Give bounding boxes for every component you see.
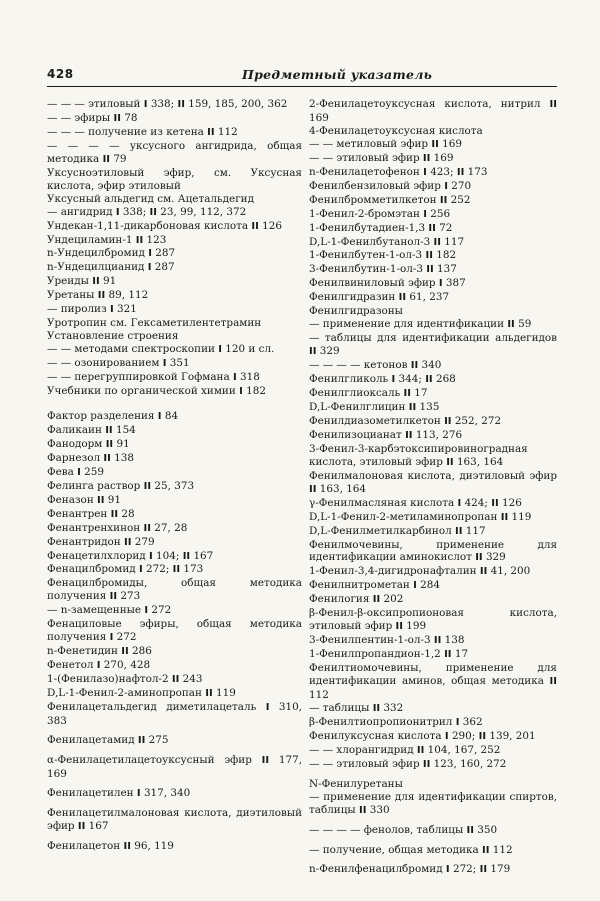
index-entry: 1-Фенил-2-бромэтан I 256 xyxy=(309,207,451,220)
index-column-left xyxy=(47,98,302,854)
index-entry: Фенилмалоновая кислота, диэтиловый эфир II 163, 164 xyxy=(309,469,557,495)
index-entry: Фенилдиазометилкетон II 252, 272 xyxy=(309,414,502,427)
index-entry: D,L-1-Фенилбутанол-3 II 117 xyxy=(309,235,465,248)
page-header xyxy=(47,66,557,87)
index-entry: 1-Фенилпропандион-1,2 II 17 xyxy=(309,648,469,661)
index-entry: Фенилтиомочевины, применение для идентификации аминов, общая методика II 112 xyxy=(309,662,557,701)
index-entry: Фенилбромметилкетон II 252 xyxy=(309,193,471,206)
index-entry: n-Ундецилцианид I 287 xyxy=(47,261,175,274)
index-entry: — — методами спектроскопии I 120 и сл. xyxy=(47,343,275,356)
index-entry: D,L-1-Фенил-2-аминопропан II 119 xyxy=(47,687,236,700)
index-entry: Ундекан-1,11-дикарбоновая кислота II 126 xyxy=(47,219,282,232)
index-entry: — пиролиз I 321 xyxy=(47,303,137,316)
index-entry: D,L-Фенилглицин II 135 xyxy=(309,400,440,413)
index-entry: Фенацетилхлорид I 104; II 167 xyxy=(47,549,214,562)
index-entry: Фенилмочевины, применение для идентификации аминокислот II 329 xyxy=(309,538,557,564)
index-entry: — получение, общая методика II 112 xyxy=(309,843,513,856)
index-entry: Феназон II 91 xyxy=(47,493,122,506)
index-entry: — ангидрид I 338; II 23, 99, 112, 372 xyxy=(47,205,247,218)
index-entry: D,L-Фенилметилкарбинол II 117 xyxy=(309,524,486,537)
page-number: 428 xyxy=(47,67,74,81)
index-entry: 3-Фенилпентин-1-ол-3 II 138 xyxy=(309,634,465,647)
index-entry: — — хлорангидрид II 104, 167, 252 xyxy=(309,743,501,756)
index-entry: 3-Фенилбутин-1-ол-3 II 137 xyxy=(309,263,457,276)
index-entry: Фенилацетилмалоновая кислота, диэтиловый эфир II 167 xyxy=(47,806,302,832)
index-entry: — — озонированием I 351 xyxy=(47,357,190,370)
index-entry: Фенилизоцианат II 113, 276 xyxy=(309,428,463,441)
index-entry: Фактор разделения I 84 xyxy=(47,409,179,422)
index-entry: Фева I 259 xyxy=(47,465,104,478)
index-entry: — — метиловый эфир II 169 xyxy=(309,137,462,150)
index-entry: 3-Фенил-3-карбэтоксипировиноградная кислота, этиловый эфир II 163, 164 xyxy=(309,442,528,468)
index-entry: 1-(Фенилазо)нафтол-2 II 243 xyxy=(47,673,203,686)
index-entry: Фенилглиоксаль II 17 xyxy=(309,387,428,400)
index-entry: 1-Фенилбутен-1-ол-3 II 182 xyxy=(309,249,457,262)
index-entry: 2-Фенилацетоуксусная кислота, нитрил II 169 xyxy=(309,98,557,124)
index-entry: Установление строения xyxy=(47,330,179,343)
index-entry: Фенантридон II 279 xyxy=(47,535,155,548)
index-entry: Фенантрен II 28 xyxy=(47,507,135,520)
index-entry: Фенилгидразоны xyxy=(309,305,403,318)
index-entry: Ундециламин-1 II 123 xyxy=(47,233,167,246)
index-entry: Фенилбензиловый эфир I 270 xyxy=(309,179,472,192)
index-entry: — таблицы II 332 xyxy=(309,701,404,714)
index-entry: Фенилвиниловый эфир I 387 xyxy=(309,277,466,290)
index-entry: γ-Фенилмасляная кислота I 424; II 126 xyxy=(309,496,522,509)
index-entry: — n-замещенные I 272 xyxy=(47,604,172,617)
index-entry: Уротропин см. Гексаметилентетрамин xyxy=(47,317,262,330)
index-entry: β-Фенилтиопропионитрил I 362 xyxy=(309,715,483,728)
index-entry: Фенилацетон II 96, 119 xyxy=(47,839,174,852)
index-entry: n-Фенетидин II 286 xyxy=(47,645,152,658)
index-entry: Фанодорм II 91 xyxy=(47,437,130,450)
index-entry: — — — — уксусного ангидрида, общая методика II 79 xyxy=(47,139,302,165)
index-entry: — применение для идентификации спиртов, таблицы II 330 xyxy=(309,790,557,816)
index-entry: Фенилацетилен I 317, 340 xyxy=(47,786,191,799)
index-entry: Фенилуксусная кислота I 290; II 139, 201 xyxy=(309,729,536,742)
index-entry: Фенилгидразин II 61, 237 xyxy=(309,291,450,304)
index-entry: Фаликаин II 154 xyxy=(47,423,136,436)
index-entry: Уксусноэтиловый эфир, см. Уксусная кислота, эфир этиловый xyxy=(47,166,302,192)
index-entry: Фенантренхинон II 27, 28 xyxy=(47,521,188,534)
index-entry: Фарнезол II 138 xyxy=(47,451,134,464)
index-entry: N-Фенилуретаны xyxy=(309,777,403,790)
index-entry: β-Фенил-β-оксипропионовая кислота, этиловый эфир II 199 xyxy=(309,607,557,633)
index-entry: Уретаны II 89, 112 xyxy=(47,289,149,302)
index-entry: Фенилацетальдегид диметилацеталь I 310, 383 xyxy=(47,700,302,727)
index-entry: Фелинга раствор II 25, 373 xyxy=(47,479,195,492)
index-entry: — — эфиры II 78 xyxy=(47,111,138,124)
index-entry: — таблицы для идентификации альдегидов II 329 xyxy=(309,332,557,358)
index-entry: Фенилгликоль I 344; II 268 xyxy=(309,373,456,386)
index-entry: — — — — фенолов, таблицы II 350 xyxy=(309,823,498,836)
index-entry: Фенилогия II 202 xyxy=(309,593,404,606)
index-entry: Уреиды II 91 xyxy=(47,275,117,288)
index-entry: Фенилацетамид II 275 xyxy=(47,733,169,746)
running-title: Предметный указатель xyxy=(242,67,433,82)
index-entry: Учебники по органической химии I 182 xyxy=(47,385,266,398)
index-entry: D,L-1-Фенил-2-метиламинопропан II 119 xyxy=(309,510,532,523)
index-entry: — — — — кетонов II 340 xyxy=(309,359,442,372)
index-entry: Фенацилбромиды, общая методика получения II 273 xyxy=(47,577,302,603)
index-column-right xyxy=(309,98,557,877)
index-entry: Фенациловые эфиры, общая методика получения I 272 xyxy=(47,618,302,644)
index-entry: Уксусный альдегид см. Ацетальдегид xyxy=(47,192,254,205)
index-entry: Фенилнитрометан I 284 xyxy=(309,579,441,592)
index-entry: Фенетол I 270, 428 xyxy=(47,659,151,672)
index-entry: — — — получение из кетена II 112 xyxy=(47,125,238,138)
index-entry: n-Фенилацетофенон I 423; II 173 xyxy=(309,165,488,178)
index-entry: — — — этиловый I 338; II 159, 185, 200, 362 xyxy=(47,98,288,110)
index-entry: — — перегруппировкой Гофмана I 318 xyxy=(47,371,260,384)
index-entry: — — этиловый эфир II 123, 160, 272 xyxy=(309,757,507,770)
index-entry: Фенацилбромид I 272; II 173 xyxy=(47,563,204,576)
section-spacer xyxy=(47,399,302,410)
index-entry: n-Ундецилбромид I 287 xyxy=(47,247,176,260)
index-entry: α-Фенилацетилацетоуксусный эфир II 177, 169 xyxy=(47,753,302,780)
index-entry: — — этиловый эфир II 169 xyxy=(309,151,454,164)
index-entry: 1-Фенил-3,4-дигидронафталин II 41, 200 xyxy=(309,565,531,578)
index-entry: n-Фенилфенацилбромид I 272; II 179 xyxy=(309,863,511,876)
index-entry: 4-Фенилацетоуксусная кислота xyxy=(309,124,483,137)
index-entry: — применение для идентификации II 59 xyxy=(309,318,532,331)
index-entry: 1-Фенилбутадиен-1,3 II 72 xyxy=(309,221,453,234)
